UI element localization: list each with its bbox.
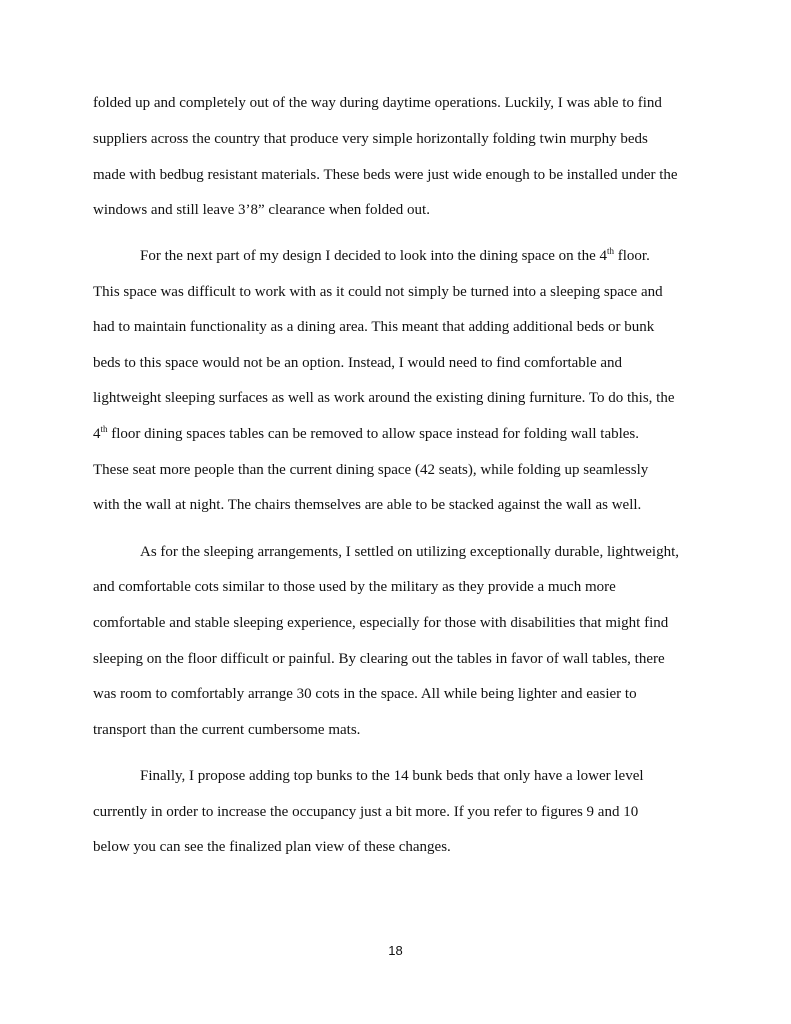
text-line: folded up and completely out of the way during daytime operations. Luckily, I was able to find xyxy=(93,95,662,111)
text-line: This space was difficult to work with as it could not simply be turned into a sleeping space and xyxy=(93,284,663,300)
text-line: 4th floor dining spaces tables can be removed to allow space instead for folding wall tables. xyxy=(93,424,640,442)
text-line: sleeping on the floor difficult or painful. By clearing out the tables in favor of wall tables, there xyxy=(93,651,665,667)
page-number: 18 xyxy=(388,943,403,958)
text-line: with the wall at night. The chairs themselves are able to be stacked against the wall as well. xyxy=(93,497,642,513)
text-line: beds to this space would not be an option. Instead, I would need to find comfortable and xyxy=(93,355,623,371)
text-line: windows and still leave 3’8” clearance when folded out. xyxy=(93,202,430,218)
text-line: These seat more people than the current dining space (42 seats), while folding up seamlessly xyxy=(93,462,649,478)
text-line: below you can see the finalized plan view of these changes. xyxy=(93,839,451,855)
text-line: and comfortable cots similar to those used by the military as they provide a much more xyxy=(93,579,616,595)
text-line: For the next part of my design I decided to look into the dining space on the 4th floor. xyxy=(140,246,650,264)
text-line: lightweight sleeping surfaces as well as work around the existing dining furniture. To do this, the xyxy=(93,390,675,406)
text-line: As for the sleeping arrangements, I settled on utilizing exceptionally durable, lightweight, xyxy=(140,544,680,560)
text-line: had to maintain functionality as a dining area. This meant that adding additional beds or bunk xyxy=(93,319,655,335)
text-line: Finally, I propose adding top bunks to the 14 bunk beds that only have a lower level xyxy=(140,768,644,784)
text-line: currently in order to increase the occupancy just a bit more. If you refer to figures 9 and 10 xyxy=(93,804,639,820)
text-line: was room to comfortably arrange 30 cots in the space. All while being lighter and easier to xyxy=(93,686,637,702)
text-line: suppliers across the country that produce very simple horizontally folding twin murphy beds xyxy=(93,131,648,147)
text-line: made with bedbug resistant materials. These beds were just wide enough to be installed under the xyxy=(93,167,678,183)
text-line: transport than the current cumbersome mats. xyxy=(93,722,361,738)
text-line: comfortable and stable sleeping experience, especially for those with disabilities that might find xyxy=(93,615,669,631)
superscript: th xyxy=(100,424,108,434)
superscript: th xyxy=(607,246,615,256)
